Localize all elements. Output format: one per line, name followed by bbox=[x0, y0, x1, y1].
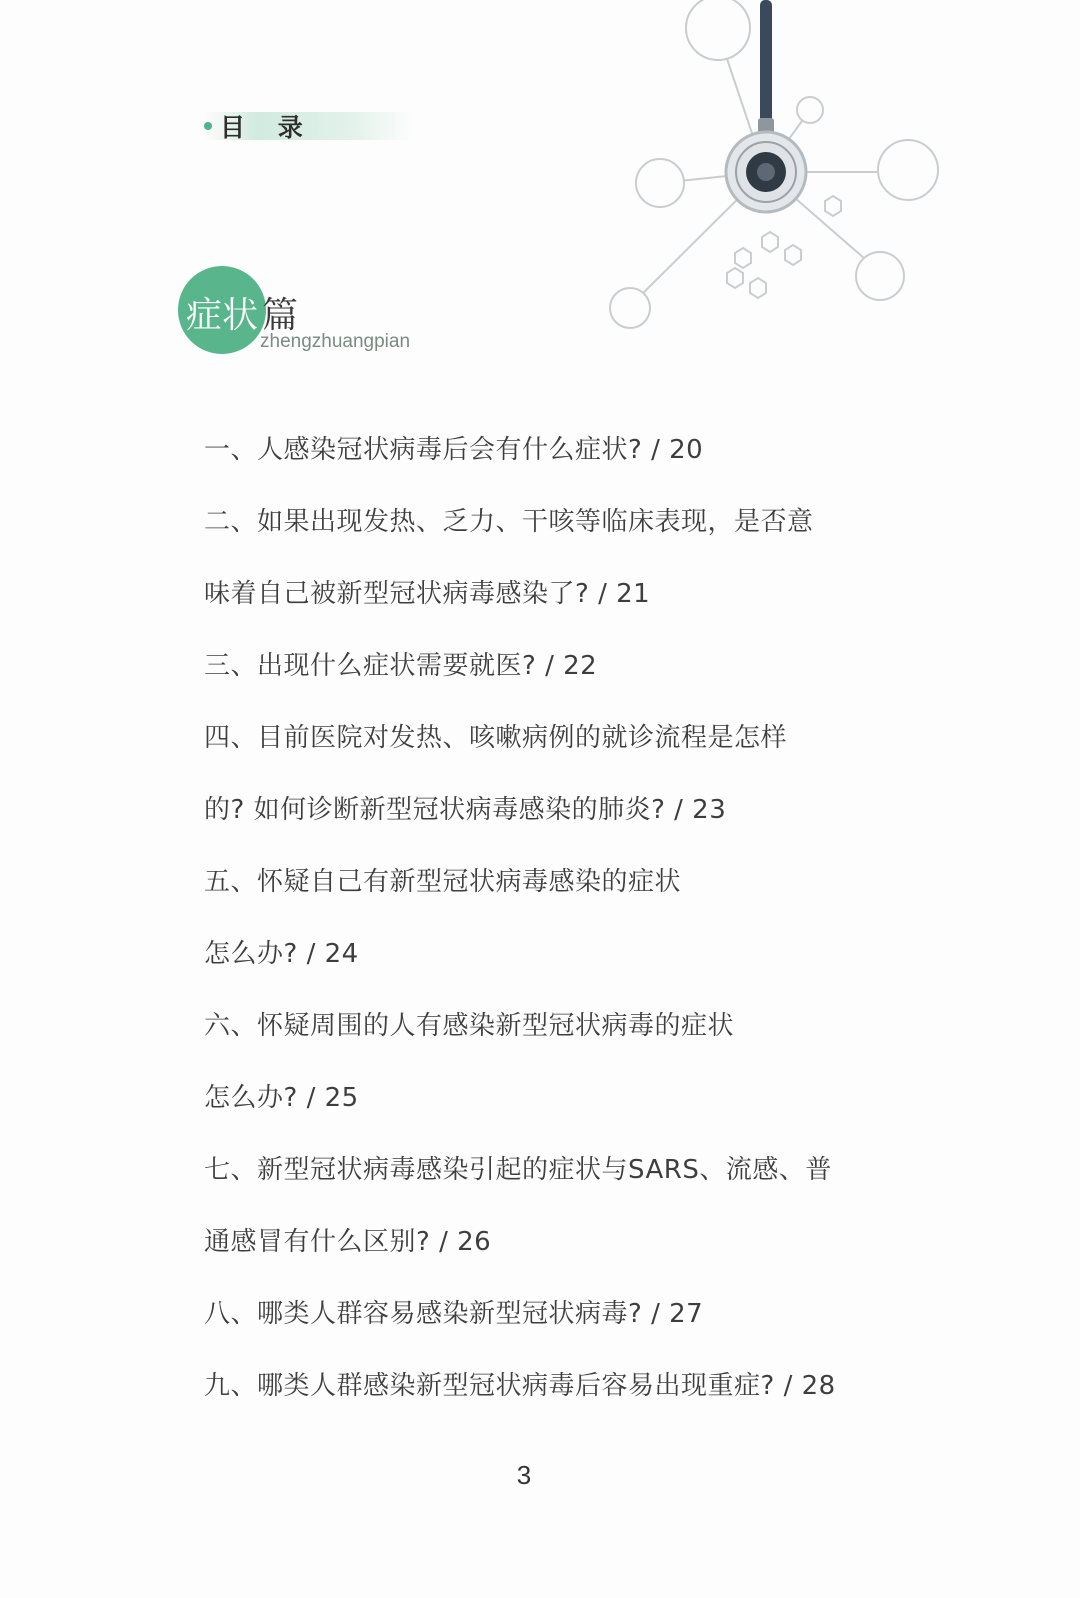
toc-entry[interactable]: 的? 如何诊断新型冠状病毒感染的肺炎? / 23 bbox=[204, 795, 727, 825]
toc-entry[interactable]: 三、出现什么症状需要就医? / 22 bbox=[204, 651, 598, 681]
toc-title: 目 录 bbox=[220, 113, 315, 142]
toc-entry[interactable]: 七、新型冠状病毒感染引起的症状与SARS、流感、普 bbox=[204, 1155, 832, 1185]
section-title-rest: 篇 bbox=[262, 295, 299, 336]
toc-entry[interactable]: 怎么办? / 25 bbox=[204, 1083, 359, 1113]
section-subtitle: zhengzhuangpian bbox=[260, 331, 411, 352]
toc-list bbox=[204, 424, 904, 1432]
toc-entry[interactable]: 二、如果出现发热、乏力、干咳等临床表现，是否意 bbox=[204, 507, 814, 537]
toc-entry[interactable]: 八、哪类人群容易感染新型冠状病毒? / 27 bbox=[204, 1299, 704, 1329]
toc-entry[interactable]: 味着自己被新型冠状病毒感染了? / 21 bbox=[204, 579, 651, 609]
stethoscope-illustration bbox=[600, 0, 960, 350]
toc-entry[interactable]: 通感冒有什么区别? / 26 bbox=[204, 1227, 492, 1257]
bullet-dot-icon bbox=[204, 122, 212, 130]
toc-entry[interactable]: 怎么办? / 24 bbox=[204, 939, 359, 969]
toc-header bbox=[204, 112, 414, 140]
section-title-main: 症状 bbox=[186, 295, 259, 336]
toc-entry[interactable]: 四、目前医院对发热、咳嗽病例的就诊流程是怎样 bbox=[204, 723, 788, 753]
toc-entry[interactable]: 九、哪类人群感染新型冠状病毒后容易出现重症? / 28 bbox=[204, 1371, 836, 1401]
toc-entry[interactable]: 六、怀疑周围的人有感染新型冠状病毒的症状 bbox=[204, 1011, 735, 1041]
toc-entry[interactable]: 一、人感染冠状病毒后会有什么症状? / 20 bbox=[204, 435, 704, 465]
page-number: 3 bbox=[516, 1460, 532, 1490]
toc-entry[interactable]: 五、怀疑自己有新型冠状病毒感染的症状 bbox=[204, 867, 682, 897]
